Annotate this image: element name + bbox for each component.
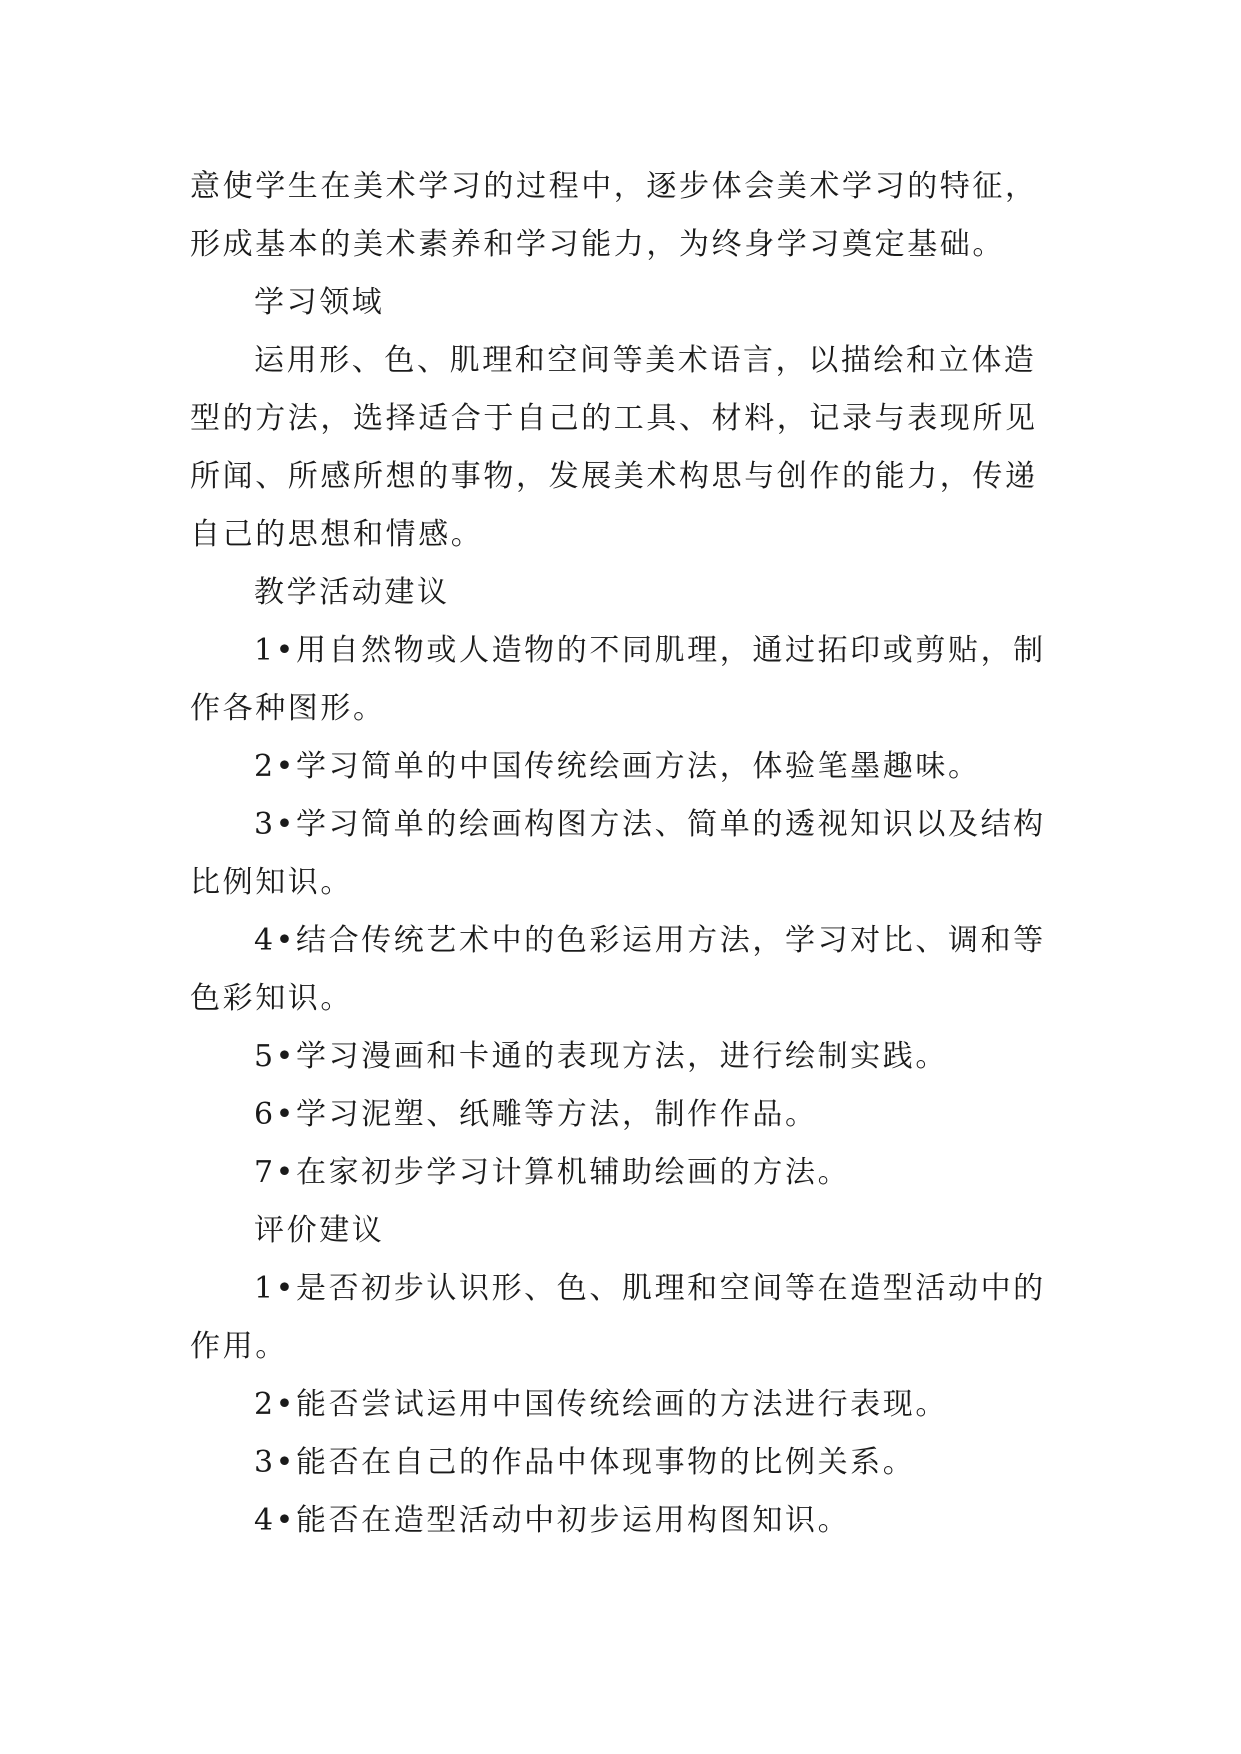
evaluation-item-3: 3•能否在自己的作品中体现事物的比例关系。: [254, 1445, 916, 1480]
evaluation-item-2: 2•能否尝试运用中国传统绘画的方法进行表现。: [254, 1387, 948, 1422]
teaching-item-3: 3•学习简单的绘画构图方法、简单的透视知识以及结构比例知识。: [190, 807, 1046, 900]
paragraph-learning-domain: 运用形、色、肌理和空间等美术语言，以描绘和立体造型的方法，选择适合于自己的工具、材料，记录与表现所见所闻、所感所想的事物，发展美术构思与创作的能力，传递自己的思想和情感。: [190, 343, 1038, 552]
teaching-item-6: 6•学习泥塑、纸雕等方法，制作作品。: [254, 1097, 818, 1132]
teaching-item-2: 2•学习简单的中国传统绘画方法，体验笔墨趣味。: [254, 749, 981, 784]
teaching-item-1: 1•用自然物或人造物的不同肌理，通过拓印或剪贴，制作各种图形。: [190, 633, 1046, 726]
document-body: [190, 158, 1050, 1550]
evaluation-item-4: 4•能否在造型活动中初步运用构图知识。: [254, 1503, 851, 1538]
teaching-item-7: 7•在家初步学习计算机辅助绘画的方法。: [254, 1155, 851, 1190]
evaluation-item-1: 1•是否初步认识形、色、肌理和空间等在造型活动中的作用。: [190, 1271, 1046, 1364]
teaching-item-4: 4•结合传统艺术中的色彩运用方法，学习对比、调和等色彩知识。: [190, 923, 1046, 1016]
paragraph-intro-continuation: 意使学生在美术学习的过程中，逐步体会美术学习的特征，形成基本的美术素养和学习能力，为终身学习奠定基础。: [190, 169, 1038, 262]
teaching-item-5: 5•学习漫画和卡通的表现方法，进行绘制实践。: [254, 1039, 948, 1074]
section-heading-evaluation-suggestions: 评价建议: [254, 1213, 385, 1248]
section-heading-learning-domain: 学习领域: [254, 285, 385, 320]
section-heading-teaching-suggestions: 教学活动建议: [254, 575, 450, 610]
